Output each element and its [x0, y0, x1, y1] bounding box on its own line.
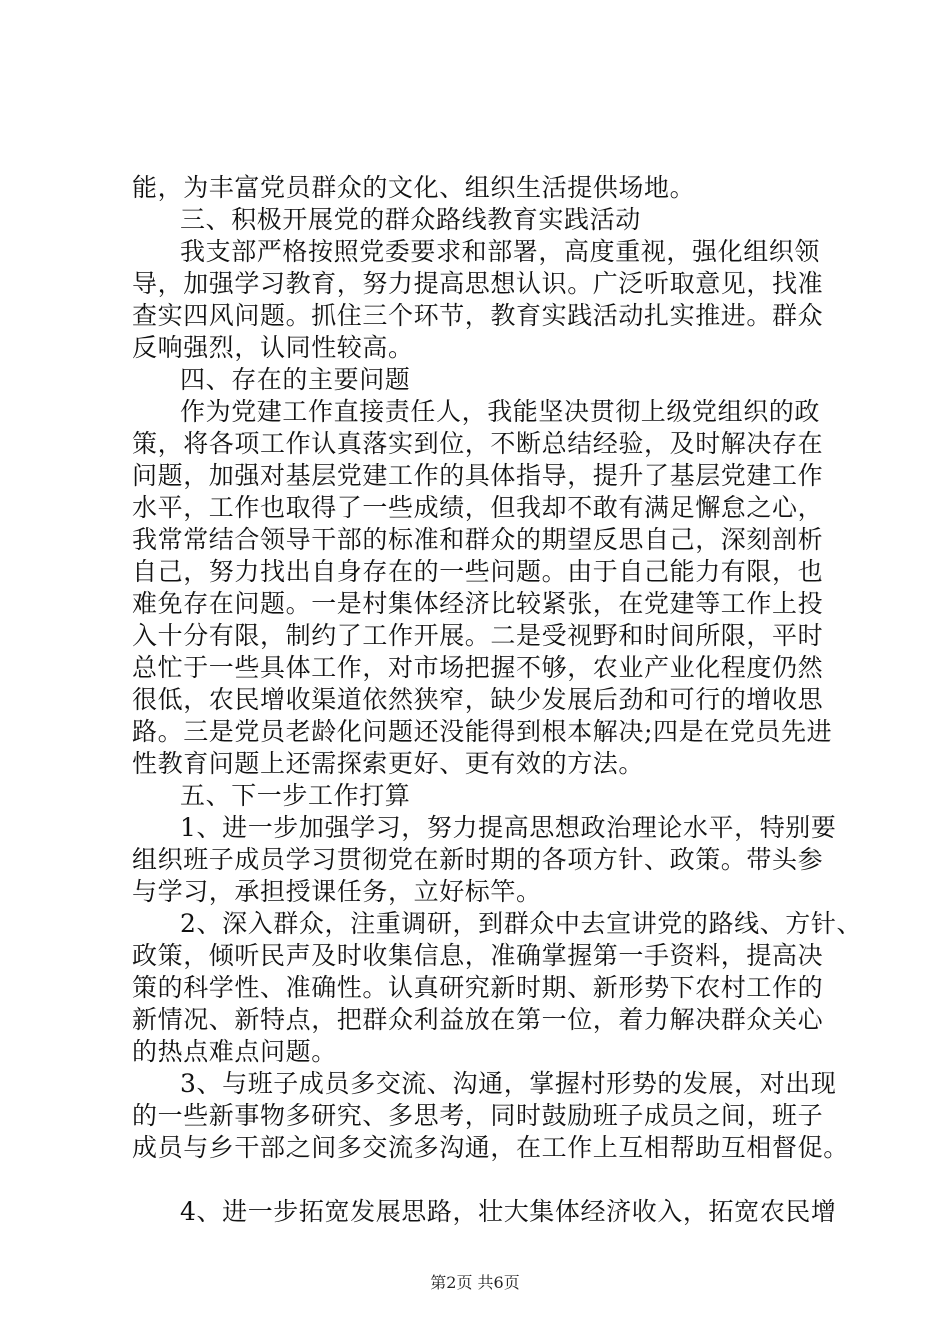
text-line: 与学习，承担授课任务，立好标竿。 — [132, 877, 542, 906]
text-line: 策的科学性、准确性。认真研究新时期、新形势下农村工作的 — [132, 973, 824, 1002]
text-line: 路。三是党员老龄化问题还没能得到根本解决;四是在党员先进 — [132, 717, 833, 746]
text-line: 的热点难点问题。 — [132, 1037, 337, 1066]
text-line: 的一些新事物多研究、多思考，同时鼓励班子成员之间，班子 — [132, 1101, 824, 1130]
text-line: 3、与班子成员多交流、沟通，掌握村形势的发展，对出现 — [180, 1069, 837, 1098]
text-line: 策，将各项工作认真落实到位，不断总结经验，及时解决存在 — [132, 429, 824, 458]
section-heading: 五、下一步工作打算 — [180, 781, 411, 810]
text-line: 成员与乡干部之间多交流多沟通，在工作上互相帮助互相督促。 — [132, 1133, 849, 1162]
text-line: 入十分有限，制约了工作开展。二是受视野和时间所限，平时 — [132, 621, 824, 650]
text-line: 2、深入群众，注重调研，到群众中去宣讲党的路线、方针、 — [180, 909, 863, 938]
text-line: 总忙于一些具体工作，对市场把握不够，农业产业化程度仍然 — [132, 653, 824, 682]
text-line: 4、进一步拓宽发展思路，壮大集体经济收入，拓宽农民增 — [180, 1197, 837, 1226]
text-line: 组织班子成员学习贯彻党在新时期的各项方针、政策。带头参 — [132, 845, 824, 874]
text-line: 新情况、新特点，把群众利益放在第一位，着力解决群众关心 — [132, 1005, 824, 1034]
page-number-footer: 第2页 共6页 — [430, 1273, 520, 1292]
text-line: 导，加强学习教育，努力提高思想认识。广泛听取意见，找准 — [132, 269, 824, 298]
text-line: 性教育问题上还需探索更好、更有效的方法。 — [132, 749, 645, 778]
text-line: 反响强烈，认同性较高。 — [132, 333, 414, 362]
text-line: 查实四风问题。抓住三个环节，教育实践活动扎实推进。群众 — [132, 301, 824, 330]
section-heading: 四、存在的主要问题 — [180, 365, 411, 394]
text-line: 问题，加强对基层党建工作的具体指导，提升了基层党建工作 — [132, 461, 824, 490]
text-line: 难免存在问题。一是村集体经济比较紧张，在党建等工作上投 — [132, 589, 824, 618]
text-line: 我支部严格按照党委要求和部署，高度重视，强化组织领 — [180, 237, 821, 266]
text-line: 我常常结合领导干部的标准和群众的期望反思自己，深刻剖析 — [132, 525, 824, 554]
text-line: 作为党建工作直接责任人，我能坚决贯彻上级党组织的政 — [180, 397, 821, 426]
text-line: 能，为丰富党员群众的文化、组织生活提供场地。 — [132, 173, 696, 202]
text-line: 很低，农民增收渠道依然狭窄，缺少发展后劲和可行的增收思 — [132, 685, 824, 714]
text-line: 1、进一步加强学习，努力提高思想政治理论水平，特别要 — [180, 813, 837, 842]
text-line: 自己，努力找出自身存在的一些问题。由于自己能力有限，也 — [132, 557, 824, 586]
section-heading: 三、积极开展党的群众路线教育实践活动 — [180, 205, 641, 234]
text-line: 水平，工作也取得了一些成绩，但我却不敢有满足懈怠之心， — [132, 493, 824, 522]
text-line: 政策，倾听民声及时收集信息，准确掌握第一手资料，提高决 — [132, 941, 824, 970]
